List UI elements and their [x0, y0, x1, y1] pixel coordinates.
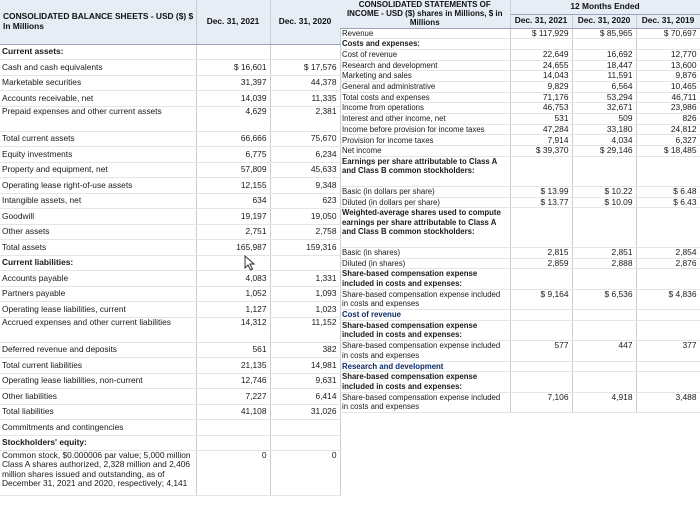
- value-2019: $ 70,697: [636, 28, 700, 39]
- income-statement-row: [340, 71, 700, 82]
- balance-sheet-row: [0, 193, 340, 209]
- value-2021: 2,859: [510, 258, 572, 269]
- income-statement-row: [340, 208, 700, 248]
- value-2021: 71,176: [510, 92, 572, 103]
- row-label: Partners payable: [0, 286, 196, 302]
- value-2019: 3,488: [636, 392, 700, 412]
- value-2020: 19,050: [270, 209, 340, 225]
- mouse-pointer-icon: [244, 255, 256, 271]
- balance-sheet-row: [0, 420, 340, 436]
- value-2021: 19,197: [196, 209, 270, 225]
- balance-sheet-row: [0, 240, 340, 256]
- row-label: Equity investments: [0, 147, 196, 163]
- value-2021: [196, 44, 270, 60]
- row-label: Basic (in dollars per share): [340, 186, 510, 197]
- value-2019: [636, 269, 700, 289]
- value-2021: 577: [510, 341, 572, 361]
- row-label: Goodwill: [0, 209, 196, 225]
- income-statement-row: [340, 60, 700, 71]
- value-2020: 0: [270, 451, 340, 496]
- row-label: Deferred revenue and deposits: [0, 342, 196, 358]
- balance-sheet-row: [0, 178, 340, 194]
- value-2019: 10,465: [636, 81, 700, 92]
- balance-sheet-row: [0, 286, 340, 302]
- value-2020: 18,447: [572, 60, 636, 71]
- value-2019: [636, 372, 700, 392]
- value-2021: 531: [510, 114, 572, 125]
- value-2021: 7,914: [510, 135, 572, 146]
- value-2021: 31,397: [196, 75, 270, 91]
- value-2019: 2,876: [636, 258, 700, 269]
- value-2019: [636, 320, 700, 340]
- is-col-2021-header: Dec. 31, 2021: [510, 14, 572, 28]
- value-2019: 24,812: [636, 124, 700, 135]
- income-statement-row: [340, 320, 700, 340]
- value-2021: [510, 320, 572, 340]
- row-label: Research and development: [340, 60, 510, 71]
- row-label: Income from operations: [340, 103, 510, 114]
- row-label: Total current assets: [0, 131, 196, 147]
- value-2020: 14,981: [270, 358, 340, 374]
- row-label: Income before provision for income taxes: [340, 124, 510, 135]
- value-2021: 12,155: [196, 178, 270, 194]
- row-label: Other liabilities: [0, 389, 196, 405]
- income-statement-row: [340, 92, 700, 103]
- income-statement-row: [340, 28, 700, 39]
- value-2020: 1,093: [270, 286, 340, 302]
- value-2019: 46,711: [636, 92, 700, 103]
- value-2019: [636, 156, 700, 186]
- value-2020: [572, 156, 636, 186]
- row-label: Cost of revenue: [340, 310, 510, 321]
- value-2021: 1,052: [196, 286, 270, 302]
- value-2019: 9,876: [636, 71, 700, 82]
- value-2021: 165,987: [196, 240, 270, 256]
- value-2021: 46,753: [510, 103, 572, 114]
- income-statement-row: [340, 258, 700, 269]
- row-label: Other assets: [0, 224, 196, 240]
- balance-sheet-row: [0, 435, 340, 451]
- value-2021: 41,108: [196, 404, 270, 420]
- value-2020: 1,023: [270, 302, 340, 318]
- row-label: Revenue: [340, 28, 510, 39]
- value-2021: 9,829: [510, 81, 572, 92]
- is-col-2019-header: Dec. 31, 2019: [636, 14, 700, 28]
- row-label: Accrued expenses and other current liabilities: [0, 317, 196, 342]
- value-2020: 2,888: [572, 258, 636, 269]
- row-label: Share-based compensation expense included in costs and expenses:: [340, 320, 510, 340]
- value-2021: $ 13.99: [510, 186, 572, 197]
- row-label: Research and development: [340, 361, 510, 372]
- income-statement-row: [340, 114, 700, 125]
- value-2020: [572, 269, 636, 289]
- row-label: Interest and other income, net: [340, 114, 510, 125]
- row-label: Basic (in shares): [340, 248, 510, 259]
- row-label: Total current liabilities: [0, 358, 196, 374]
- value-2020: [572, 208, 636, 248]
- row-label: Current assets:: [0, 44, 196, 60]
- row-label: Share-based compensation expense included in costs and expenses:: [340, 269, 510, 289]
- value-2019: 23,986: [636, 103, 700, 114]
- value-2020: [270, 44, 340, 60]
- value-2021: 12,746: [196, 373, 270, 389]
- bs-col-2021-header: Dec. 31, 2021: [196, 0, 270, 44]
- value-2020: [270, 255, 340, 271]
- balance-sheet-row: [0, 224, 340, 240]
- row-label: Share-based compensation expense included in costs and expenses: [340, 392, 510, 412]
- value-2020: 159,316: [270, 240, 340, 256]
- value-2019: $ 18,485: [636, 146, 700, 157]
- value-2020: 623: [270, 193, 340, 209]
- value-2019: [636, 361, 700, 372]
- income-statement-title: CONSOLIDATED STATEMENTS OF INCOME - USD ($) shares in Millions, $ in Millions: [340, 0, 510, 28]
- balance-sheet-row: [0, 404, 340, 420]
- value-2021: $ 9,164: [510, 289, 572, 309]
- value-2021: [196, 255, 270, 271]
- bs-col-2020-header: Dec. 31, 2020: [270, 0, 340, 44]
- value-2021: 7,227: [196, 389, 270, 405]
- value-2020: 1,331: [270, 271, 340, 287]
- value-2020: 509: [572, 114, 636, 125]
- value-2020: 75,670: [270, 131, 340, 147]
- balance-sheet-body: [0, 44, 340, 496]
- value-2021: 22,649: [510, 49, 572, 60]
- income-statement-row: [340, 310, 700, 321]
- value-2020: 2,381: [270, 106, 340, 131]
- value-2021: [510, 269, 572, 289]
- value-2021: 561: [196, 342, 270, 358]
- value-2019: 6,327: [636, 135, 700, 146]
- income-statement-table: [340, 0, 700, 413]
- value-2020: [270, 420, 340, 436]
- value-2020: [572, 39, 636, 50]
- value-2020: 53,294: [572, 92, 636, 103]
- period-header: 12 Months Ended: [510, 0, 700, 14]
- value-2021: [196, 435, 270, 451]
- value-2019: $ 4,836: [636, 289, 700, 309]
- value-2019: 377: [636, 341, 700, 361]
- value-2019: 13,600: [636, 60, 700, 71]
- value-2021: 24,655: [510, 60, 572, 71]
- value-2021: $ 117,929: [510, 28, 572, 39]
- income-statement-row: [340, 269, 700, 289]
- value-2020: [270, 435, 340, 451]
- row-label: Total costs and expenses: [340, 92, 510, 103]
- balance-sheet-row: [0, 60, 340, 76]
- balance-sheet-row: [0, 317, 340, 342]
- row-label: Costs and expenses:: [340, 39, 510, 50]
- value-2019: [636, 39, 700, 50]
- row-label: Marketing and sales: [340, 71, 510, 82]
- row-label: Current liabilities:: [0, 255, 196, 271]
- balance-sheet-row: [0, 75, 340, 91]
- balance-sheet-row: [0, 255, 340, 271]
- value-2020: 11,335: [270, 91, 340, 107]
- row-label: Cost of revenue: [340, 49, 510, 60]
- value-2021: $ 13.77: [510, 197, 572, 208]
- value-2021: 14,043: [510, 71, 572, 82]
- value-2020: 2,851: [572, 248, 636, 259]
- value-2021: 1,127: [196, 302, 270, 318]
- income-statement-row: [340, 186, 700, 197]
- row-label: Marketable securities: [0, 75, 196, 91]
- value-2021: 14,312: [196, 317, 270, 342]
- balance-sheet-row: [0, 271, 340, 287]
- row-label: Weighted-average shares used to compute earnings per share attributable to Class A and Class B common stockholders:: [340, 208, 510, 248]
- value-2019: $ 6.48: [636, 186, 700, 197]
- value-2020: $ 10.09: [572, 197, 636, 208]
- value-2020: 45,633: [270, 162, 340, 178]
- income-statement-row: [340, 146, 700, 157]
- row-label: Cash and cash equivalents: [0, 60, 196, 76]
- income-statement-row: [340, 372, 700, 392]
- value-2021: 634: [196, 193, 270, 209]
- balance-sheet-title: CONSOLIDATED BALANCE SHEETS - USD ($) $ In Millions: [0, 0, 196, 44]
- value-2020: 44,378: [270, 75, 340, 91]
- value-2020: [572, 361, 636, 372]
- row-label: Total assets: [0, 240, 196, 256]
- value-2020: $ 85,965: [572, 28, 636, 39]
- value-2020: 9,631: [270, 373, 340, 389]
- value-2020: 4,918: [572, 392, 636, 412]
- row-label: Operating lease right-of-use assets: [0, 178, 196, 194]
- income-statement-row: [340, 39, 700, 50]
- value-2021: [196, 420, 270, 436]
- income-statement-row: [340, 49, 700, 60]
- balance-sheet-row: [0, 302, 340, 318]
- balance-sheet-row: [0, 358, 340, 374]
- row-label: Operating lease liabilities, current: [0, 302, 196, 318]
- row-label: Earnings per share attributable to Class A and Class B common stockholders:: [340, 156, 510, 186]
- income-statement-row: [340, 197, 700, 208]
- value-2021: $ 39,370: [510, 146, 572, 157]
- income-statement-row: [340, 361, 700, 372]
- value-2020: [572, 320, 636, 340]
- balance-sheet-row: [0, 131, 340, 147]
- balance-sheet-table: [0, 0, 341, 496]
- row-label: Share-based compensation expense included in costs and expenses: [340, 341, 510, 361]
- balance-sheet-row: [0, 147, 340, 163]
- row-label: General and administrative: [340, 81, 510, 92]
- value-2020: $ 17,576: [270, 60, 340, 76]
- value-2021: 14,039: [196, 91, 270, 107]
- value-2021: 66,666: [196, 131, 270, 147]
- balance-sheet-row: [0, 106, 340, 131]
- row-label: Operating lease liabilities, non-current: [0, 373, 196, 389]
- balance-sheet-row: [0, 162, 340, 178]
- balance-sheet-row: [0, 451, 340, 496]
- value-2020: 11,591: [572, 71, 636, 82]
- value-2020: 31,026: [270, 404, 340, 420]
- value-2021: 47,284: [510, 124, 572, 135]
- balance-sheet-row: [0, 373, 340, 389]
- value-2020: $ 29,146: [572, 146, 636, 157]
- income-statement-row: [340, 289, 700, 309]
- value-2019: 826: [636, 114, 700, 125]
- balance-sheet-row: [0, 342, 340, 358]
- value-2021: [510, 156, 572, 186]
- value-2020: 11,152: [270, 317, 340, 342]
- value-2020: 6,414: [270, 389, 340, 405]
- income-statement-row: [340, 156, 700, 186]
- value-2021: 4,629: [196, 106, 270, 131]
- value-2020: $ 10.22: [572, 186, 636, 197]
- value-2019: $ 6.43: [636, 197, 700, 208]
- value-2020: 6,234: [270, 147, 340, 163]
- value-2020: [572, 372, 636, 392]
- row-label: Stockholders' equity:: [0, 435, 196, 451]
- value-2019: [636, 208, 700, 248]
- value-2021: [510, 372, 572, 392]
- value-2020: 447: [572, 341, 636, 361]
- income-statement-row: [340, 392, 700, 412]
- row-label: Common stock, $0.000006 par value; 5,000 million Class A shares authorized, 2,328 million and 2,406 million shares issued and outstanding, as of December 31, 2021 and 2020, respectively; 4,141: [0, 451, 196, 496]
- balance-sheet-row: [0, 91, 340, 107]
- value-2020: 2,758: [270, 224, 340, 240]
- value-2020: 382: [270, 342, 340, 358]
- value-2021: 6,775: [196, 147, 270, 163]
- value-2021: [510, 208, 572, 248]
- row-label: Net income: [340, 146, 510, 157]
- row-label: Share-based compensation expense included in costs and expenses: [340, 289, 510, 309]
- value-2021: 4,083: [196, 271, 270, 287]
- balance-sheet-row: [0, 44, 340, 60]
- income-statement-row: [340, 135, 700, 146]
- row-label: Intangible assets, net: [0, 193, 196, 209]
- income-statement-row: [340, 103, 700, 114]
- value-2020: 9,348: [270, 178, 340, 194]
- value-2020: 6,564: [572, 81, 636, 92]
- is-col-2020-header: Dec. 31, 2020: [572, 14, 636, 28]
- row-label: Share-based compensation expense included in costs and expenses:: [340, 372, 510, 392]
- row-label: Provision for income taxes: [340, 135, 510, 146]
- income-statement-row: [340, 341, 700, 361]
- value-2021: [510, 361, 572, 372]
- value-2019: 2,854: [636, 248, 700, 259]
- value-2021: 2,751: [196, 224, 270, 240]
- row-label: Diluted (in shares): [340, 258, 510, 269]
- value-2020: 16,692: [572, 49, 636, 60]
- row-label: Total liabilities: [0, 404, 196, 420]
- row-label: Accounts receivable, net: [0, 91, 196, 107]
- value-2021: 0: [196, 451, 270, 496]
- value-2020: $ 6,536: [572, 289, 636, 309]
- balance-sheet-row: [0, 209, 340, 225]
- income-statement-body: [340, 28, 700, 413]
- balance-sheet-row: [0, 389, 340, 405]
- value-2021: 7,106: [510, 392, 572, 412]
- value-2021: 21,135: [196, 358, 270, 374]
- value-2019: [636, 310, 700, 321]
- row-label: Property and equipment, net: [0, 162, 196, 178]
- row-label: Commitments and contingencies: [0, 420, 196, 436]
- row-label: Prepaid expenses and other current assets: [0, 106, 196, 131]
- income-statement-row: [340, 248, 700, 259]
- row-label: Accounts payable: [0, 271, 196, 287]
- value-2020: [572, 310, 636, 321]
- value-2021: [510, 39, 572, 50]
- value-2021: [510, 310, 572, 321]
- income-statement-row: [340, 124, 700, 135]
- bottom-fade: [0, 501, 700, 509]
- value-2020: 33,180: [572, 124, 636, 135]
- value-2020: 4,034: [572, 135, 636, 146]
- row-label: Diluted (in dollars per share): [340, 197, 510, 208]
- value-2021: $ 16,601: [196, 60, 270, 76]
- income-statement-row: [340, 81, 700, 92]
- value-2021: 57,809: [196, 162, 270, 178]
- value-2020: 32,671: [572, 103, 636, 114]
- value-2019: 12,770: [636, 49, 700, 60]
- value-2021: 2,815: [510, 248, 572, 259]
